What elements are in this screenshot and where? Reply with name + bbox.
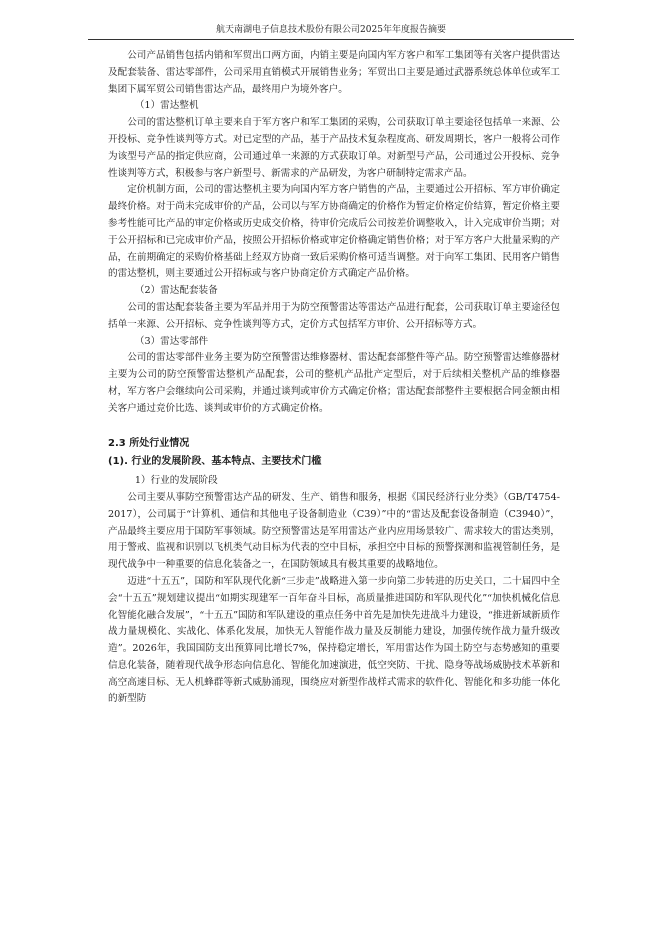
document-body xyxy=(108,48,560,708)
section-2-3-heading: 2.3 所处行业情况 xyxy=(108,437,190,449)
radar-parts-paragraph: 公司的雷达零部件业务主要为防空预警雷达维修器材、雷达配套部整件等产品。防空预警雷达维修器材主要为公司的防空预警雷达整机产品配套，公司的整机产品批产定型后，对于后续相关整机产品的维修器材，军方客户会继续向公司采购，并通过谈判或审价方式确定价格；雷达配套部整件主要根据合同金额由相关客户通过竞价比选、谈判或审价的方式确定价格。 xyxy=(108,352,560,414)
industry-paragraph-1: 公司主要从事防空预警雷达产品的研发、生产、销售和服务，根据《国民经济行业分类》（GB/T4754-2017），公司属于“计算机、通信和其他电子设备制造业（C39）”中的“雷达及配套设备制造（C3940）”，产品最终主要应用于国防军事领域。防空预警雷达是军用雷达产业内应用场景较广、需求较大的雷达类别，用于警戒、监视和识别以飞机类气动目标为代表的空中目标，承担空中目标的预警探测和监视管制任务，是现代战争中一种重要的信息化装备之一，在国防领域具有极其重要的战略地位。 xyxy=(108,491,560,571)
industry-stage-title: 1）行业的发展阶段 xyxy=(134,475,218,487)
industry-paragraph-2: 迈进“十五五”，国防和军队现代化新“三步走”战略进入第一步向第二步转进的历史关口，二十届四中全会“十五五”规划建议提出“如期实现建军一百年奋斗目标，高质量推进国防和军队现代化”“加快机械化信息化智能化融合发展”，“十五五”国防和军队建设的重点任务中首先是加快先进战斗力建设，“推进新域新质作战力量规模化、实战化、体系化发展，加快无人智能作战力量及反制能力建设，加强传统作战力量升级改造”。2026年，我国国防支出预算同比增长7%，保持稳定增长，军用雷达作为国土防空与态势感知的重要信息化装备，随着现代战争形态向信息化、智能化加速演进，低空突防、干扰、隐身等战场威胁技术革新和高空高速目标、无人机蜂群等新式威胁涌现，围绕应对新型作战样式需求的软件化、智能化和多功能一体化的新型防 xyxy=(108,575,560,705)
section-radar-equipment-title: （2）雷达配套装备 xyxy=(134,285,218,297)
radar-system-orders-paragraph: 公司的雷达整机订单主要来自于军方客户和军工集团的采购，公司获取订单主要途径包括单一来源、公开投标、竞争性谈判等方式。对已定型的产品，基于产品技术复杂程度高、研发周期长，客户一般将公司作为该型号产品的指定供应商，公司通过单一来源的方式获取订单。对新型号产品，公司通过公开投标、竞争性谈判等方式，积极参与客户新型号、新需求的产品研发，为客户研制特定需求产品。 xyxy=(108,117,560,179)
radar-system-pricing-paragraph: 定价机制方面，公司的雷达整机主要为向国内军方客户销售的产品，主要通过公开招标、军方审价确定最终价格。对于尚未完成审价的产品，公司以与军方协商确定的价格作为暂定价格定价结算，暂定价格主要参考性能可比产品的审定价格或历史成交价格，待审价完成后公司按差价调整收入，计入完成审价当期；对于公开招标和已完成审价产品，按照公开招标价格或审定价格确定销售价格；对于军方客户大批量采购的产品，在前期确定的采购价格基础上经双方协商一致后采购价格可适当调整。对于向军工集团、民用客户销售的雷达整机，则主要通过公开招标或与客户协商定价方式确定产品价格。 xyxy=(108,184,560,280)
section-radar-system-title: （1）雷达整机 xyxy=(134,100,199,112)
subsection-1-heading: (1). 行业的发展阶段、基本特点、主要技术门槛 xyxy=(108,456,322,468)
intro-paragraph: 公司产品销售包括内销和军贸出口两方面，内销主要是向国内军方客户和军工集团等有关客户提供雷达及配套装备、雷达零部件，公司采用直销模式开展销售业务；军贸出口主要是通过武器系统总体单位或军工集团下属军贸公司销售雷达产品，最终用户为境外客户。 xyxy=(108,50,560,95)
page-header: 航天南湖电子信息技术股份有限公司2025年年度报告摘要 xyxy=(88,22,574,40)
section-radar-parts-title: （3）雷达零部件 xyxy=(134,335,209,347)
radar-equipment-paragraph: 公司的雷达配套装备主要为军品并用于为防空预警雷达等雷达产品进行配套，公司获取订单主要途径包括单一来源、公开招标、竞争性谈判等方式，定价方式包括军方审价、公开招标等方式。 xyxy=(108,301,560,330)
